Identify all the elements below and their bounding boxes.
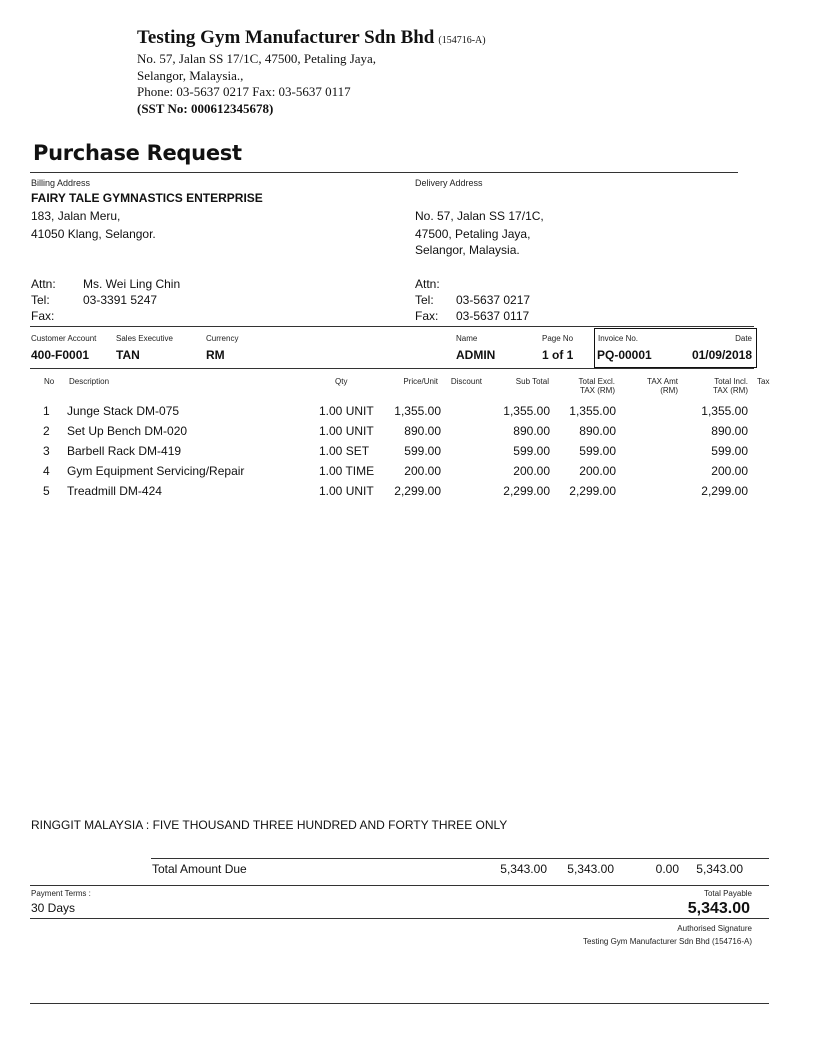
delivery-address-label: Delivery Address [415,178,483,188]
row-qty: 1.00 TIME [319,464,375,478]
company-name [137,27,486,49]
row-description: Set Up Bench DM-020 [67,424,188,438]
row-description: Treadmill DM-424 [67,484,162,498]
name-label: Name [456,334,478,343]
billing-tel: 03-3391 5247 [83,293,158,307]
billing-tel-label: Tel: [31,293,50,307]
delivery-fax: 03-5637 0117 [456,309,530,323]
row-subtotal: 200.00 [513,464,550,478]
col-subtotal: Sub Total [515,377,549,386]
title-divider [30,172,738,173]
company-phone-fax: Phone: 03-5637 0217 Fax: 03-5637 0117 [137,84,351,99]
payable-divider [30,918,769,919]
meta-divider [30,368,754,369]
total-payable-label: Total Payable [703,889,752,898]
page-no: 1 of 1 [542,348,574,362]
row-total-incl: 2,299.00 [701,484,748,498]
delivery-attn-label: Attn: [415,277,440,291]
billing-line2: 41050 Klang, Selangor. [31,227,156,241]
date-label: Date [735,334,752,343]
row-price: 890.00 [404,424,441,438]
delivery-line1: No. 57, Jalan SS 17/1C, [415,209,544,223]
invoice-no: PQ-00001 [597,348,652,362]
row-qty: 1.00 UNIT [319,404,374,418]
date-value: 01/09/2018 [691,348,752,362]
col-total-incl-2: TAX (RM) [713,386,748,395]
row-total-incl: 200.00 [711,464,748,478]
col-price: Price/Unit [403,377,438,386]
footer-divider [30,1003,769,1004]
col-qty: Qty [335,377,348,386]
page-no-label: Page No [542,334,574,343]
total-amount-due-label: Total Amount Due [152,862,247,876]
col-no: No [44,377,55,386]
col-discount: Discount [450,377,482,386]
delivery-tel-label: Tel: [415,293,434,307]
billing-attn: Ms. Wei Ling Chin [83,277,181,291]
delivery-line3: Selangor, Malaysia. [415,243,520,257]
payment-terms: 30 Days [31,901,76,915]
total-incl-tax: 5,343.00 [696,862,743,876]
row-price: 599.00 [404,444,441,458]
invoice-no-label: Invoice No. [598,334,639,343]
col-total-incl-1: Total Incl. [714,377,748,386]
row-total-incl: 1,355.00 [701,404,748,418]
row-qty: 1.00 UNIT [319,424,374,438]
total-excl-tax: 5,343.00 [567,862,614,876]
currency: RM [206,348,225,362]
sales-executive-label: Sales Executive [116,334,173,343]
billing-line1: 183, Jalan Meru, [31,209,121,223]
row-price: 2,299.00 [394,484,441,498]
name-value: ADMIN [456,348,496,362]
total-subtotal: 5,343.00 [500,862,547,876]
row-qty: 1.00 UNIT [319,484,374,498]
row-price: 200.00 [404,464,441,478]
currency-label: Currency [206,334,239,343]
company-name-text: Testing Gym Manufacturer Sdn Bhd [137,27,435,48]
company-address-2: Selangor, Malaysia., [137,68,244,83]
row-total-excl: 200.00 [579,464,616,478]
row-total-excl: 890.00 [579,424,616,438]
col-tax-amt-2: (RM) [660,386,678,395]
billing-address-label: Billing Address [31,178,91,188]
billing-name: FAIRY TALE GYMNASTICS ENTERPRISE [31,191,263,205]
row-total-incl: 890.00 [711,424,748,438]
authorised-signature-label: Authorised Signature [677,924,752,933]
col-tax-amt-1: TAX Amt [647,377,678,386]
row-total-excl: 599.00 [579,444,616,458]
col-description: Description [69,377,110,386]
company-address-1: No. 57, Jalan SS 17/1C, 47500, Petaling Jaya, [137,51,377,66]
col-tax: Tax [757,377,770,386]
billing-attn-label: Attn: [31,277,56,291]
company-reg-no: (154716-A) [438,35,486,46]
authorised-company: Testing Gym Manufacturer Sdn Bhd (154716-A) [583,937,752,946]
total-tax-amt: 0.00 [655,862,679,876]
row-total-excl: 1,355.00 [569,404,616,418]
billing-fax-label: Fax: [31,309,55,323]
row-total-incl: 599.00 [711,444,748,458]
document-title: Purchase Request [33,141,242,165]
total-payable: 5,343.00 [687,900,750,917]
delivery-line2: 47500, Petaling Jaya, [415,227,531,241]
row-no: 2 [43,424,50,438]
row-subtotal: 599.00 [513,444,550,458]
row-description: Gym Equipment Servicing/Repair [67,464,245,478]
amount-in-words: RINGGIT MALAYSIA : FIVE THOUSAND THREE HUNDRED AND FORTY THREE ONLY [31,818,508,832]
row-subtotal: 2,299.00 [503,484,550,498]
customer-account: 400-F0001 [31,348,90,362]
row-subtotal: 890.00 [513,424,550,438]
address-divider [30,326,754,327]
row-no: 4 [43,464,50,478]
row-subtotal: 1,355.00 [503,404,550,418]
col-total-excl-1: Total Excl. [578,377,615,386]
row-description: Junge Stack DM-075 [67,404,180,418]
row-total-excl: 2,299.00 [569,484,616,498]
sales-executive: TAN [116,348,140,362]
totals-top-divider [151,858,769,859]
company-sst: (SST No: 000612345678) [137,101,274,116]
totals-bottom-divider [30,885,769,886]
row-no: 1 [43,404,50,418]
row-description: Barbell Rack DM-419 [67,444,182,458]
col-total-excl-2: TAX (RM) [580,386,615,395]
payment-terms-label: Payment Terms : [31,889,91,898]
row-qty: 1.00 SET [319,444,370,458]
delivery-tel: 03-5637 0217 [456,293,531,307]
delivery-fax-label: Fax: [415,309,439,323]
customer-account-label: Customer Account [31,334,97,343]
row-no: 5 [43,484,50,498]
row-price: 1,355.00 [394,404,441,418]
row-no: 3 [43,444,50,458]
